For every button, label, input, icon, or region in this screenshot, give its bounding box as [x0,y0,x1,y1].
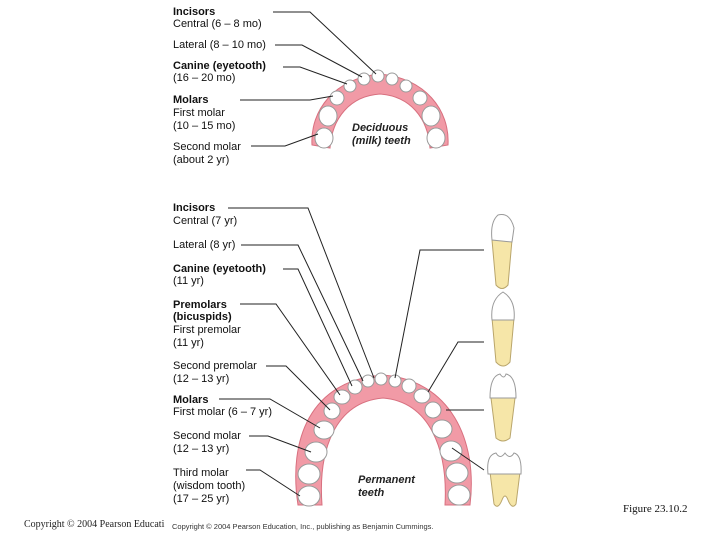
permanent-third-molar-age: (17 – 25 yr) [173,493,230,505]
premolar-crown [490,374,516,398]
permanent-second-molar-age: (12 – 13 yr) [173,443,230,455]
incisor-crown [492,215,514,242]
deciduous-lateral-label: Lateral (8 – 10 mo) [173,39,266,51]
leader-line [275,45,362,77]
copyright-mid: Copyright © 2004 Pearson Education, Inc., publishing as Benjamin Cummings. [172,522,434,531]
leader-line [219,399,320,428]
leader-line [246,470,300,496]
permanent-second-premolar-age: (12 – 13 yr) [173,373,230,385]
deciduous-tooth [358,73,370,85]
premolar-side-view [490,374,516,441]
copyright-left: Copyright © 2004 Pearson Educati [24,519,165,530]
permanent-first-molar-label: First molar (6 – 7 yr) [173,406,273,418]
molar-root [490,472,520,506]
molar-side-view [488,453,521,506]
molar-crown [488,453,521,474]
permanent-tooth [446,463,468,483]
incisor-root [492,240,512,289]
permanent-tooth [440,441,462,461]
permanent-incisors-heading: Incisors [173,202,216,214]
permanent-third-molar-label: Third molar [173,467,229,479]
deciduous-molars-heading: Molars [173,94,209,106]
permanent-first-premolar-label: First premolar [173,324,241,336]
deciduous-second-molar-age: (about 2 yr) [173,154,230,166]
deciduous-incisors-heading: Incisors [173,6,216,18]
permanent-premolars-sub: (bicuspids) [173,311,232,323]
permanent-tooth [324,403,340,419]
deciduous-tooth [315,128,333,148]
leader-line [240,304,340,395]
deciduous-canine-age: (16 – 20 mo) [173,72,236,84]
deciduous-arch [312,70,448,148]
permanent-central-label: Central (7 yr) [173,215,238,227]
premolar-root [491,398,515,441]
leader-line [240,96,333,100]
leader-line [283,67,347,84]
deciduous-central-label: Central (6 – 8 mo) [173,18,262,30]
permanent-premolars-heading: Premolars [173,299,227,311]
deciduous-teeth [315,70,445,148]
permanent-tooth [448,485,470,505]
permanent-tooth [375,373,387,385]
leader-line [228,208,374,378]
deciduous-tooth [386,73,398,85]
deciduous-tooth [427,128,445,148]
permanent-second-molar-label: Second molar [173,430,241,442]
permanent-tooth [432,420,452,438]
permanent-tooth [298,486,320,506]
deciduous-tooth [422,106,440,126]
permanent-arch-label-1: Permanent [358,474,415,486]
permanent-molars-heading: Molars [173,394,209,406]
deciduous-canine-label: Canine (eyetooth) [173,60,266,72]
incisor-side-view [492,215,514,289]
permanent-tooth [334,390,350,404]
deciduous-tooth [330,91,344,105]
deciduous-arch-label-2: (milk) teeth [352,135,411,147]
leader-line [241,245,363,381]
leader-line [273,12,376,74]
permanent-canine-age: (11 yr) [173,275,204,287]
figure-caption: Figure 23.10.2 [623,503,688,515]
permanent-tooth [305,442,327,462]
deciduous-second-molar-label: Second molar [173,141,241,153]
deciduous-tooth [413,91,427,105]
deciduous-tooth [400,80,412,92]
permanent-tooth [362,375,374,387]
deciduous-first-molar-label: First molar [173,107,225,119]
permanent-arch [296,373,472,506]
permanent-arch-label-2: teeth [358,487,385,499]
leader-line [428,342,484,392]
leader-line [251,134,318,146]
deciduous-tooth [319,106,337,126]
permanent-third-molar-sub: (wisdom tooth) [173,480,246,492]
deciduous-tooth [344,80,356,92]
canine-root [492,318,514,366]
deciduous-arch-label-1: Deciduous [352,122,409,134]
permanent-tooth [414,389,430,403]
permanent-first-premolar-age: (11 yr) [173,337,204,349]
permanent-gum [296,375,472,505]
permanent-tooth [425,402,441,418]
canine-side-view [492,292,515,366]
permanent-tooth [314,421,334,439]
permanent-canine-label: Canine (eyetooth) [173,263,266,275]
permanent-tooth [298,464,320,484]
leader-line [395,250,484,378]
permanent-tooth [402,379,416,393]
deciduous-first-molar-age: (10 – 15 mo) [173,120,236,132]
permanent-second-premolar-label: Second premolar [173,360,257,372]
permanent-lateral-label: Lateral (8 yr) [173,239,236,251]
canine-crown [492,292,515,320]
